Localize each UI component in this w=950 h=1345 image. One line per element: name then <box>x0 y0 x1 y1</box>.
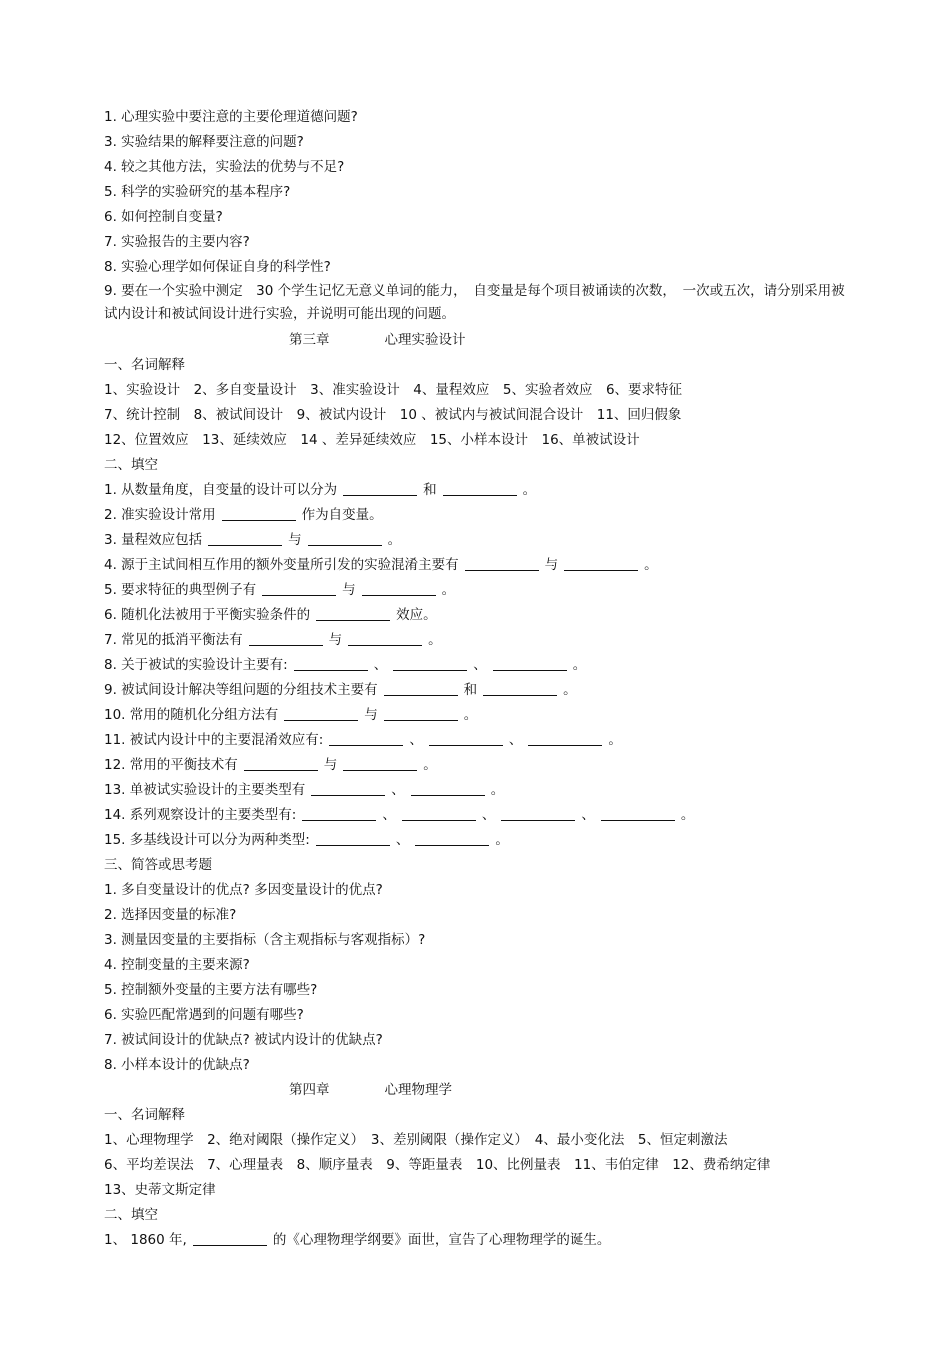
fill-connector: 。 <box>441 582 456 598</box>
fill-connector: 、 <box>581 807 595 823</box>
fill-question-item <box>104 828 846 853</box>
fill-question-item <box>104 653 846 678</box>
fill-question-item <box>104 503 846 528</box>
fill-connector: 与 <box>364 707 378 723</box>
fill-connector: 。 <box>490 782 505 798</box>
chapter3-label: 第三章 <box>289 332 330 348</box>
question-item: 7. 实验报告的主要内容? <box>104 234 250 250</box>
question-9: 9. 要在一个实验中测定 30 个学生记忆无意义单词的能力， 自变量是每个项目被诵读的次数， 一次或五次，请分别采用被试内设计和被试间设计进行实验，并说明可能出现的问题。 <box>104 283 845 322</box>
short-question-item: 2. 选择因变量的标准? <box>104 907 237 923</box>
fill-connector: 。 <box>563 682 577 698</box>
fill-question-text: 10. 常用的随机化分组方法有 <box>104 707 279 723</box>
fill-connector: 、 <box>508 732 523 748</box>
short-question-item: 1. 多自变量设计的优点? 多因变量设计的优点? <box>104 882 383 898</box>
fill-blank[interactable] <box>411 781 485 796</box>
fill-blank[interactable] <box>302 806 376 821</box>
question-item: 5. 科学的实验研究的基本程序? <box>104 184 291 200</box>
fill-connector: 和 <box>463 682 478 698</box>
fill-blank[interactable] <box>493 656 567 671</box>
fill-blank[interactable] <box>294 656 368 671</box>
fill-blank[interactable] <box>501 806 575 821</box>
fill-connector: 、 <box>409 732 423 748</box>
fill-blank[interactable] <box>262 581 336 596</box>
fill-blank[interactable] <box>384 706 458 721</box>
fill-blank[interactable] <box>443 481 517 496</box>
fill-question-item <box>104 1228 846 1253</box>
chapter4-terms-line3: 13、史蒂文斯定律 <box>104 1182 216 1198</box>
chapter4-heading <box>104 1078 846 1103</box>
fill-question-text: 1、 1860 年, <box>104 1232 187 1248</box>
chapter4-label: 第四章 <box>289 1082 330 1098</box>
short-question-item: 3. 测量因变量的主要指标（含主观指标与客观指标）? <box>104 932 426 948</box>
chapter4-title: 心理物理学 <box>384 1082 452 1098</box>
fill-question-text: 8. 关于被试的实验设计主要有: <box>104 657 288 673</box>
chapter2-question-list <box>104 105 846 280</box>
fill-connector: 与 <box>544 557 559 573</box>
fill-question-text: 7. 常见的抵消平衡法有 <box>104 632 243 648</box>
chapter4-terms-line1: 1、心理物理学 2、绝对阈限（操作定义） 3、差别阈限（操作定义） 4、最小变化法 5、恒定刺激法 <box>104 1132 728 1148</box>
fill-blank[interactable] <box>222 506 296 521</box>
fill-connector: 。 <box>644 557 658 573</box>
fill-question-text: 14. 系列观察设计的主要类型有: <box>104 807 297 823</box>
fill-blank[interactable] <box>249 631 323 646</box>
fill-blank[interactable] <box>208 531 282 546</box>
fill-question-item <box>104 528 846 553</box>
fill-question-item <box>104 578 846 603</box>
fill-blank[interactable] <box>193 1231 267 1246</box>
fill-blank[interactable] <box>343 481 417 496</box>
fill-connector: 。 <box>463 707 478 723</box>
fill-blank[interactable] <box>316 606 390 621</box>
fill-question-text: 6. 随机化法被用于平衡实验条件的 <box>104 607 311 623</box>
short-question-item: 5. 控制额外变量的主要方法有哪些? <box>104 982 318 998</box>
chapter3-title: 心理实验设计 <box>384 332 466 348</box>
fill-question-text: 1. 从数量角度，自变量的设计可以分为 <box>104 482 338 498</box>
fill-connector: 。 <box>423 757 437 773</box>
short-question-item: 6. 实验匹配常遇到的问题有哪些? <box>104 1007 304 1023</box>
chapter4-terms-line2: 6、平均差误法 7、心理量表 8、顺序量表 9、等距量表 10、比例量表 11、韦伯定律 12、费希纳定律 <box>104 1157 771 1173</box>
fill-blank[interactable] <box>362 581 436 596</box>
fill-blank[interactable] <box>384 681 458 696</box>
chapter3-terms-line1: 1、实验设计 2、多自变量设计 3、准实验设计 4、量程效应 5、实验者效应 6、要求特征 <box>104 382 683 398</box>
fill-blank[interactable] <box>465 556 539 571</box>
fill-question-text: 13. 单被试实验设计的主要类型有 <box>104 782 306 798</box>
fill-question-item <box>104 728 846 753</box>
fill-blank[interactable] <box>429 731 503 746</box>
fill-connector: 。 <box>428 632 442 648</box>
fill-connector: 和 <box>423 482 437 498</box>
chapter4-section1-heading: 一、名词解释 <box>104 1107 185 1123</box>
fill-connector: 。 <box>572 657 587 673</box>
fill-blank[interactable] <box>601 806 675 821</box>
fill-question-item <box>104 628 846 653</box>
fill-connector: 与 <box>288 532 302 548</box>
fill-connector: 、 <box>382 807 396 823</box>
fill-connector: 。 <box>387 532 402 548</box>
fill-question-text: 15. 多基线设计可以分为两种类型: <box>104 832 310 848</box>
fill-connector: 作为自变量。 <box>301 507 383 523</box>
chapter3-terms-line3: 12、位置效应 13、延续效应 14 、差异延续效应 15、小样本设计 16、单被试设计 <box>104 432 640 448</box>
question-item: 6. 如何控制自变量? <box>104 209 223 225</box>
fill-question-text: 3. 量程效应包括 <box>104 532 203 548</box>
fill-question-item <box>104 478 846 503</box>
short-question-item: 8. 小样本设计的优缺点? <box>104 1057 250 1073</box>
short-question-item: 7. 被试间设计的优缺点? 被试内设计的优缺点? <box>104 1032 383 1048</box>
fill-question-item <box>104 603 846 628</box>
question-item: 3. 实验结果的解释要注意的问题? <box>104 134 304 150</box>
chapter3-section3-heading: 三、简答或思考题 <box>104 857 212 873</box>
document-page <box>104 105 846 1253</box>
fill-blank[interactable] <box>402 806 476 821</box>
fill-blank[interactable] <box>308 531 382 546</box>
fill-connector: 、 <box>391 782 405 798</box>
fill-connector: 与 <box>328 632 343 648</box>
fill-connector: 与 <box>323 757 338 773</box>
fill-connector: 。 <box>495 832 509 848</box>
fill-question-text: 2. 准实验设计常用 <box>104 507 216 523</box>
fill-blank[interactable] <box>284 706 358 721</box>
fill-question-text: 11. 被试内设计中的主要混淆效应有: <box>104 732 324 748</box>
fill-connector: 、 <box>395 832 410 848</box>
fill-connector: 。 <box>608 732 622 748</box>
chapter3-short-list <box>104 878 846 1078</box>
fill-blank[interactable] <box>244 756 318 771</box>
fill-blank[interactable] <box>528 731 602 746</box>
fill-blank[interactable] <box>415 831 489 846</box>
chapter3-section1-heading: 一、名词解释 <box>104 357 185 373</box>
fill-connector: 的《心理物理学纲要》面世，宣告了心理物理学的诞生。 <box>272 1232 611 1248</box>
question-item: 8. 实验心理学如何保证自身的科学性? <box>104 259 331 275</box>
fill-question-item <box>104 803 846 828</box>
fill-blank[interactable] <box>564 556 638 571</box>
fill-question-item <box>104 778 846 803</box>
fill-blank[interactable] <box>348 631 422 646</box>
short-question-item: 4. 控制变量的主要来源? <box>104 957 250 973</box>
chapter3-terms-line2: 7、统计控制 8、被试间设计 9、被试内设计 10 、被试内与被试间混合设计 11、回归假象 <box>104 407 682 423</box>
question-item: 4. 较之其他方法，实验法的优势与不足? <box>104 159 345 175</box>
fill-connector: 、 <box>481 807 496 823</box>
chapter3-fill-list <box>104 478 846 853</box>
chapter4-fill-list <box>104 1228 846 1253</box>
fill-connector: 。 <box>680 807 695 823</box>
fill-connector: 、 <box>473 657 487 673</box>
fill-connector: 、 <box>373 657 388 673</box>
fill-blank[interactable] <box>393 656 467 671</box>
fill-question-text: 9. 被试间设计解决等组问题的分组技术主要有 <box>104 682 378 698</box>
fill-blank[interactable] <box>483 681 557 696</box>
chapter3-section2-heading: 二、填空 <box>104 457 158 473</box>
chapter4-section2-heading: 二、填空 <box>104 1207 158 1223</box>
question-item: 1. 心理实验中要注意的主要伦理道德问题? <box>104 109 358 125</box>
fill-blank[interactable] <box>316 831 390 846</box>
fill-connector: 与 <box>342 582 356 598</box>
fill-question-text: 4. 源于主试间相互作用的额外变量所引发的实验混淆主要有 <box>104 557 459 573</box>
fill-question-text: 5. 要求特征的典型例子有 <box>104 582 257 598</box>
fill-blank[interactable] <box>311 781 385 796</box>
fill-question-item <box>104 753 846 778</box>
fill-question-item <box>104 703 846 728</box>
chapter3-heading <box>104 328 846 353</box>
fill-connector: 。 <box>522 482 537 498</box>
fill-connector: 效应。 <box>396 607 437 623</box>
fill-question-text: 12. 常用的平衡技术有 <box>104 757 238 773</box>
fill-blank[interactable] <box>343 756 417 771</box>
fill-question-item <box>104 553 846 578</box>
fill-question-item <box>104 678 846 703</box>
fill-blank[interactable] <box>329 731 403 746</box>
